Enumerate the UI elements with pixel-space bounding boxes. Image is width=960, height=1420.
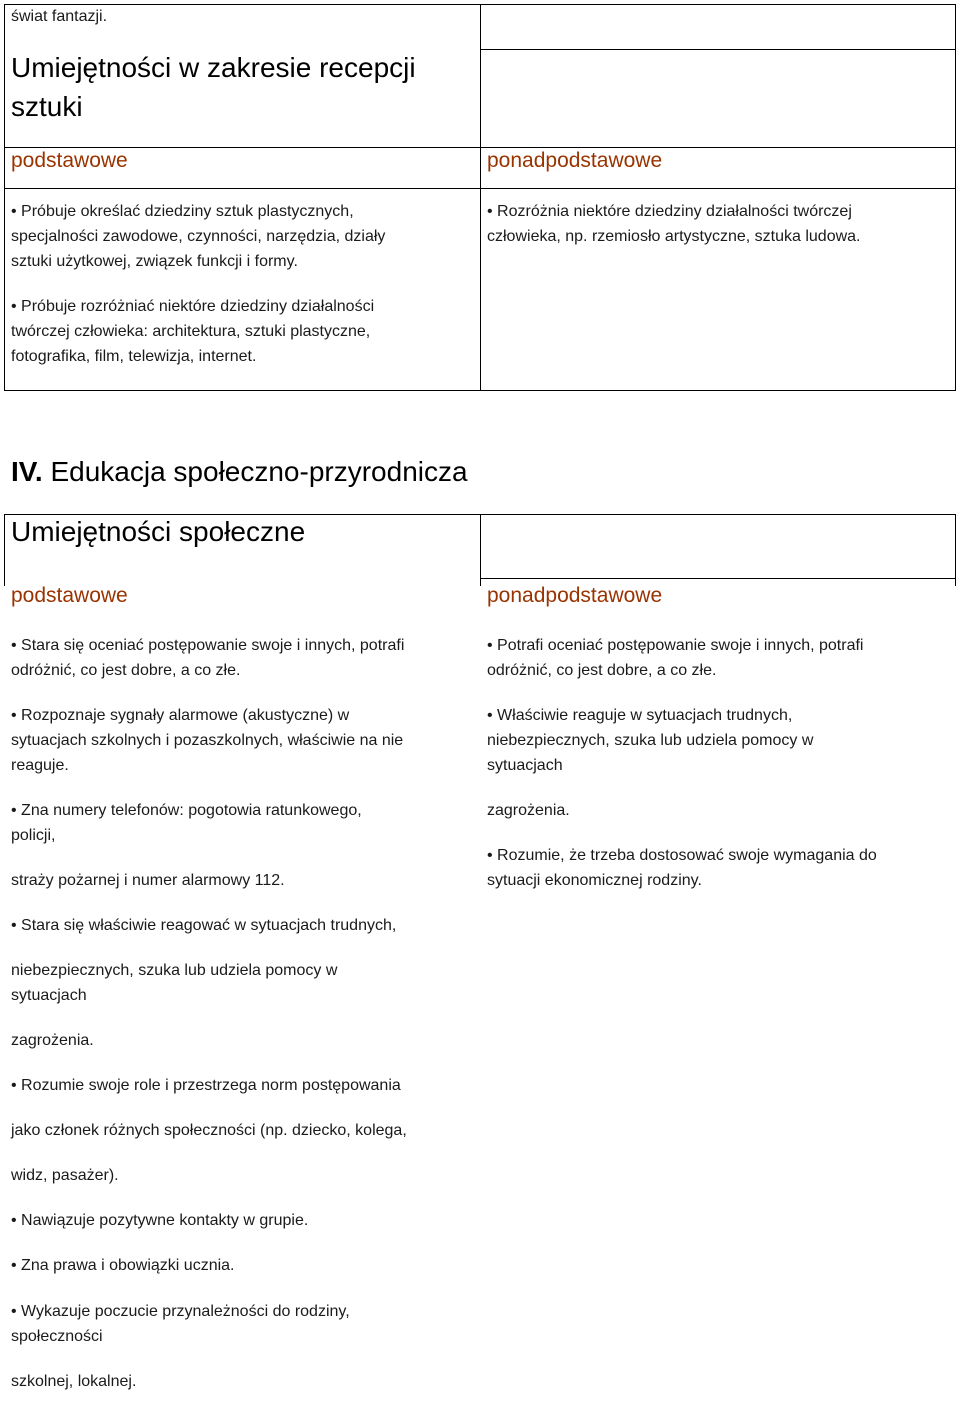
art-basic-item-1-line-1: • Próbuje określać dziedziny sztuk plastycznych, xyxy=(11,203,354,220)
social-advanced-line: • Potrafi oceniać postępowanie swoje i innych, potrafi xyxy=(487,637,864,654)
art-basic-item-1-line-3: sztuki użytkowej, związek funkcji i formy. xyxy=(11,253,298,270)
social-advanced-line: • Właściwie reaguje w sytuacjach trudnych, xyxy=(487,707,793,724)
art-basic-item-1-line-2: specjalności zawodowe, czynności, narzędzia, działy xyxy=(11,228,386,245)
section-title-text: Edukacja społeczno-przyrodnicza xyxy=(50,456,468,487)
social-basic-line: jako członek różnych społeczności (np. dziecko, kolega, xyxy=(11,1122,407,1139)
row-divider xyxy=(480,578,955,579)
art-advanced-label: ponadpodstawowe xyxy=(487,149,663,172)
social-basic-line: sytuacjach szkolnych i pozaszkolnych, właściwie na nie xyxy=(11,732,404,749)
row-divider xyxy=(5,147,955,148)
continuation-text: świat fantazji. xyxy=(11,8,108,25)
art-heading-line-1: Umiejętności w zakresie recepcji xyxy=(11,52,416,83)
social-basic-line: • Wykazuje poczucie przynależności do rodziny, xyxy=(11,1303,350,1320)
social-basic-line: policji, xyxy=(11,827,56,844)
social-heading: Umiejętności społeczne xyxy=(11,516,306,547)
column-divider xyxy=(480,5,481,390)
social-basic-line: szkolnej, lokalnej. xyxy=(11,1373,137,1390)
art-basic-item-2-line-3: fotografika, film, telewizja, internet. xyxy=(11,348,257,365)
row-divider xyxy=(5,188,955,189)
art-basic-item-2-line-2: twórczej człowieka: architektura, sztuki plastyczne, xyxy=(11,323,371,340)
social-advanced-line: • Rozumie, że trzeba dostosować swoje wymagania do xyxy=(487,847,877,864)
social-basic-line: • Rozumie swoje role i przestrzega norm postępowania xyxy=(11,1077,401,1094)
social-basic-label: podstawowe xyxy=(11,584,128,607)
social-basic-line: • Stara się oceniać postępowanie swoje i innych, potrafi xyxy=(11,637,405,654)
row-divider xyxy=(480,49,955,50)
column-divider xyxy=(480,515,481,586)
art-advanced-item-1-line-1: • Rozróżnia niektóre dziedziny działalności twórczej xyxy=(487,203,852,220)
social-advanced-label: ponadpodstawowe xyxy=(487,584,663,607)
social-advanced-line: odróżnić, co jest dobre, a co złe. xyxy=(487,662,717,679)
social-basic-line: straży pożarnej i numer alarmowy 112. xyxy=(11,872,285,889)
social-basic-line: niebezpiecznych, szuka lub udziela pomocy w xyxy=(11,962,338,979)
social-advanced-line: sytuacji ekonomicznej rodziny. xyxy=(487,872,702,889)
social-basic-line: sytuacjach xyxy=(11,987,87,1004)
art-heading-line-2: sztuki xyxy=(11,91,83,122)
social-basic-line: społeczności xyxy=(11,1328,103,1345)
social-basic-line: • Stara się właściwie reagować w sytuacjach trudnych, xyxy=(11,917,397,934)
section-title xyxy=(11,455,468,489)
social-basic-line: • Rozpoznaje sygnały alarmowe (akustyczne) w xyxy=(11,707,350,724)
social-basic-line: • Nawiązuje pozytywne kontakty w grupie. xyxy=(11,1212,309,1229)
social-basic-line: reaguje. xyxy=(11,757,69,774)
social-advanced-line: sytuacjach xyxy=(487,757,563,774)
art-advanced-item-1-line-2: człowieka, np. rzemiosło artystyczne, sztuka ludowa. xyxy=(487,228,861,245)
section-number: IV. xyxy=(11,456,43,487)
social-basic-line: • Zna numery telefonów: pogotowia ratunkowego, xyxy=(11,802,362,819)
social-advanced-line: niebezpiecznych, szuka lub udziela pomocy w xyxy=(487,732,814,749)
social-basic-line: zagrożenia. xyxy=(11,1032,94,1049)
social-basic-line: widz, pasażer). xyxy=(11,1167,119,1184)
social-advanced-line: zagrożenia. xyxy=(487,802,570,819)
social-basic-line: odróżnić, co jest dobre, a co złe. xyxy=(11,662,241,679)
social-basic-line: • Zna prawa i obowiązki ucznia. xyxy=(11,1257,235,1274)
art-basic-label: podstawowe xyxy=(11,149,128,172)
art-basic-item-2-line-1: • Próbuje rozróżniać niektóre dziedziny działalności xyxy=(11,298,375,315)
